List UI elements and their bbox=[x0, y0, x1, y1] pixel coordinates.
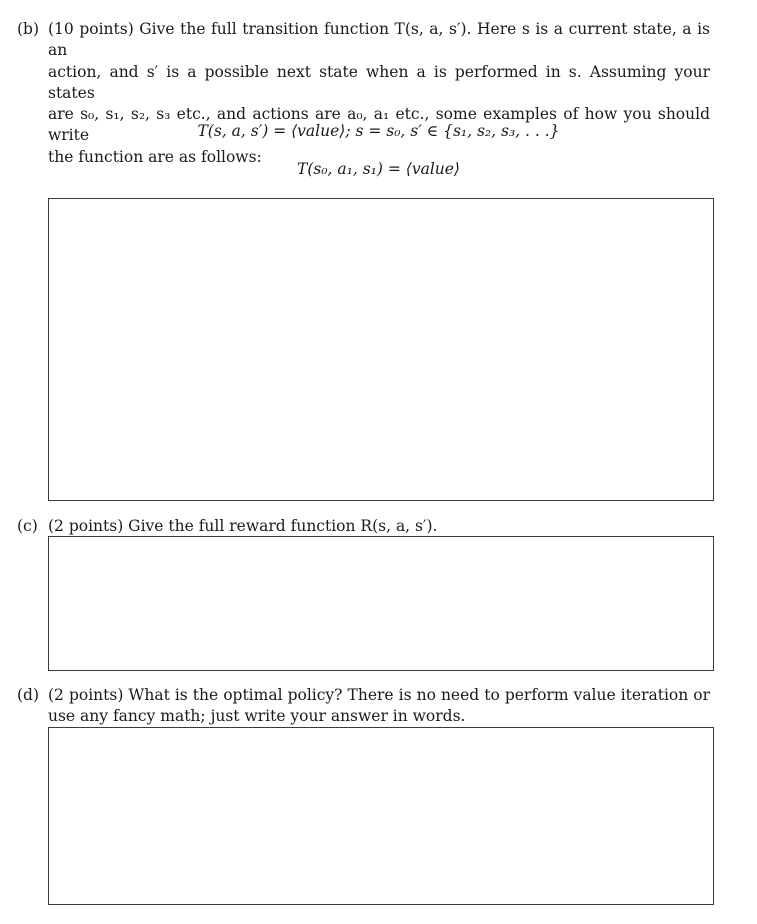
answer-box-b[interactable] bbox=[48, 198, 714, 501]
question-b-text bbox=[48, 19, 710, 168]
question-c-text: (2 points) Give the full reward function R(s, a, s′). bbox=[48, 517, 438, 535]
question-b-line-4: the function are as follows: bbox=[48, 147, 262, 166]
transition-formula-example: T(s₀, a₁, s₁) = ⟨value⟩ bbox=[297, 160, 460, 178]
question-b-line-1: (10 points) Give the full transition function T(s, a, s′). Here s is a current state, a is an bbox=[48, 20, 710, 60]
answer-box-d[interactable] bbox=[48, 727, 714, 905]
transition-formula-general: T(s, a, s′) = ⟨value⟩; s = s₀, s′ ∈ {s₁, s₂, s₃, . . .} bbox=[197, 122, 560, 140]
question-d-text bbox=[48, 685, 710, 728]
answer-box-c[interactable] bbox=[48, 536, 714, 671]
question-d-label: (d) bbox=[17, 686, 40, 704]
question-b-label: (b) bbox=[17, 20, 40, 38]
question-d-line-2: use any fancy math; just write your answer in words. bbox=[48, 707, 466, 726]
question-c-label: (c) bbox=[17, 517, 38, 535]
question-d-line-1: (2 points) What is the optimal policy? There is no need to perform value iteration or bbox=[48, 686, 710, 704]
question-b-line-2: action, and s′ is a possible next state when a is performed in s. Assuming your states bbox=[48, 62, 710, 102]
question-b-line-3: are s₀, s₁, s₂, s₃ etc., and actions are a₀, a₁ etc., some examples of how you should write bbox=[48, 105, 710, 145]
